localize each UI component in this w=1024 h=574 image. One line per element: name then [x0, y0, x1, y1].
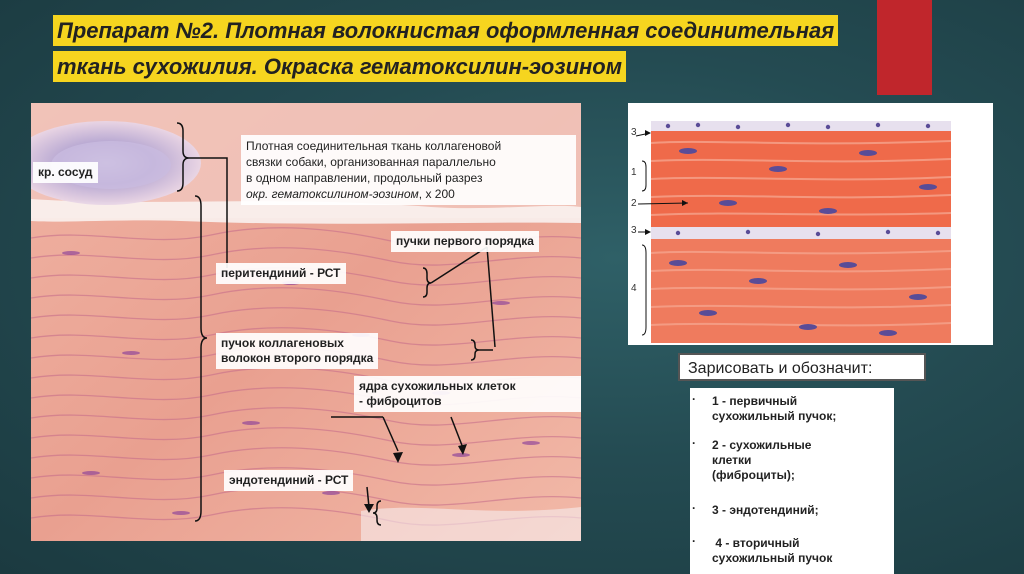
- tendon-drawing: [628, 103, 993, 345]
- legend-bullet: ·: [692, 501, 696, 515]
- endotendineum-label: эндотендиний - РСТ: [224, 470, 353, 491]
- drawing-label-3-middle: 3: [631, 225, 637, 236]
- legend-item-4: [694, 536, 890, 566]
- decorative-red-stripe: [877, 0, 932, 95]
- legend-list: [690, 388, 894, 574]
- description-line-2: связки собаки, организованная параллельно: [246, 155, 496, 169]
- second-order-line-1: пучок коллагеновых: [221, 336, 344, 350]
- legend-item-2-line-2: клетки: [712, 453, 752, 467]
- task-heading: Зарисовать и обозначит:: [678, 353, 926, 381]
- legend-item-4-line-2: сухожильный пучок: [712, 551, 833, 565]
- description-line-4: [246, 186, 571, 202]
- title-line-1-box: [53, 15, 838, 46]
- tendon-drawing-image: [628, 103, 993, 345]
- legend-item-1-line-1: 1 - первичный: [712, 394, 798, 408]
- drawing-label-3-top: 3: [631, 127, 637, 138]
- legend-bullet: ·: [692, 392, 696, 406]
- first-order-bundles-label: пучки первого порядка: [391, 231, 539, 252]
- legend-bullet: ·: [692, 534, 696, 548]
- legend-bullet: ·: [692, 436, 696, 450]
- micrograph-description: [241, 135, 576, 205]
- legend-item-4-line-1: 4 - вторичный: [712, 536, 800, 550]
- legend-item-2-line-3: (фиброциты);: [712, 468, 795, 482]
- peritendineum-label: перитендиний - РСТ: [216, 263, 346, 284]
- drawing-label-2: 2: [631, 198, 637, 209]
- second-order-bundle-label: [216, 333, 378, 369]
- legend-item-2: [694, 438, 890, 483]
- description-line-3: в одном направлении, продольный разрез: [246, 171, 483, 185]
- second-order-line-2: волокон второго порядка: [221, 351, 374, 365]
- description-line-1: Плотная соединительная ткань коллагеновой: [246, 139, 502, 153]
- fibrocyte-nuclei-label: [354, 376, 581, 412]
- legend-item-3-line-1: 3 - эндотендиний;: [712, 503, 819, 517]
- vessel-label: кр. сосуд: [33, 162, 98, 183]
- legend-item-2-line-1: 2 - сухожильные: [712, 438, 812, 452]
- legend-item-3: [694, 503, 890, 518]
- slide-title-line-2: ткань сухожилия. Окраска гематоксилин-эозином: [57, 54, 623, 79]
- legend-item-1-line-2: сухожильный пучок;: [712, 409, 837, 423]
- magnification-text: , х 200: [418, 187, 455, 201]
- nuclei-line-2: - фиброцитов: [359, 394, 442, 408]
- drawing-label-1: 1: [631, 167, 637, 178]
- slide-title-line-1: Препарат №2. Плотная волокнистая оформленная соединительная: [57, 18, 835, 43]
- nuclei-line-1: ядра сухожильных клеток: [359, 379, 516, 393]
- title-line-2-box: [53, 51, 626, 82]
- stain-text: окр. гематоксилином-эозином: [246, 187, 419, 201]
- legend-item-1: [694, 394, 890, 424]
- tendon-micrograph: [31, 103, 581, 541]
- drawing-label-4: 4: [631, 283, 637, 294]
